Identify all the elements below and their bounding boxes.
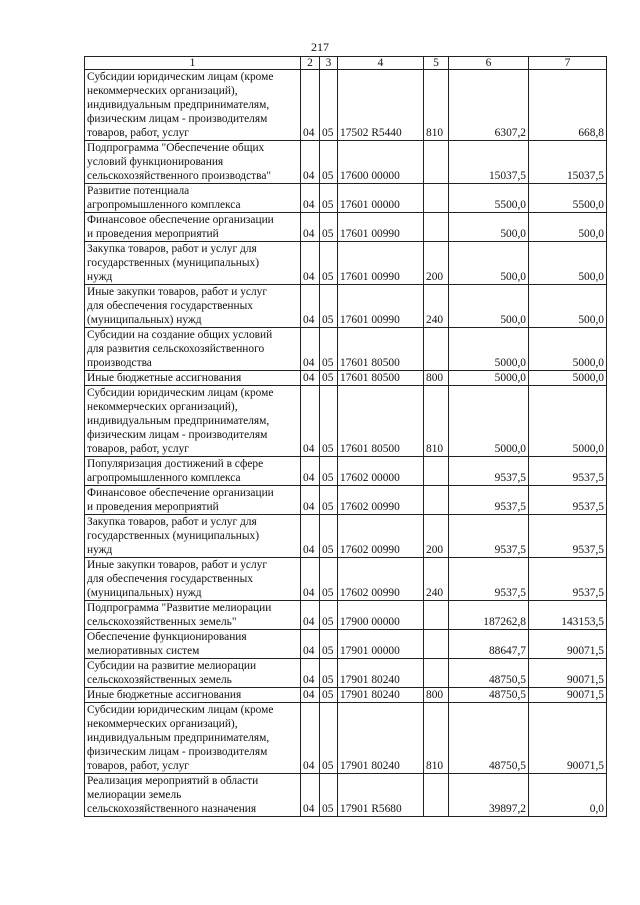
table-header-row — [85, 57, 607, 70]
row-expense-type: 200 — [424, 515, 449, 558]
row-name: Субсидии юридическим лицам (кроме некоммерческих организаций), индивидуальным предпринимателям, физическим лицам - производителям товаров, работ, услуг — [85, 386, 301, 457]
row-target-article: 17600 00000 — [338, 141, 424, 184]
row-expense-type: 200 — [424, 242, 449, 285]
row-amount-col7: 9537,5 — [529, 515, 607, 558]
row-expense-type — [424, 457, 449, 486]
row-expense-type — [424, 774, 449, 817]
row-subsection: 05 — [320, 703, 338, 774]
table-row — [85, 601, 607, 630]
row-subsection: 05 — [320, 688, 338, 703]
row-name: Обеспечение функционирования мелиоративных систем — [85, 630, 301, 659]
row-section: 04 — [301, 515, 320, 558]
row-name: Субсидии на создание общих условий для развития сельскохозяйственного производства — [85, 328, 301, 371]
row-expense-type — [424, 184, 449, 213]
row-target-article: 17602 00990 — [338, 558, 424, 601]
row-target-article: 17901 R5680 — [338, 774, 424, 817]
row-amount-col7: 90071,5 — [529, 688, 607, 703]
row-expense-type: 810 — [424, 386, 449, 457]
row-expense-type — [424, 486, 449, 515]
row-subsection: 05 — [320, 774, 338, 817]
table-row — [85, 285, 607, 328]
row-amount-col6: 500,0 — [449, 285, 529, 328]
table-row — [85, 486, 607, 515]
row-amount-col6: 5500,0 — [449, 184, 529, 213]
table-row — [85, 558, 607, 601]
row-amount-col7: 0,0 — [529, 774, 607, 817]
row-expense-type: 800 — [424, 371, 449, 386]
row-name: Развитие потенциала агропромышленного комплекса — [85, 184, 301, 213]
row-name: Реализация мероприятий в области мелиорации земель сельскохозяйственного назначения — [85, 774, 301, 817]
row-section: 04 — [301, 70, 320, 141]
row-subsection: 05 — [320, 630, 338, 659]
row-amount-col6: 5000,0 — [449, 328, 529, 371]
row-target-article: 17601 80500 — [338, 386, 424, 457]
table-row — [85, 703, 607, 774]
table-row — [85, 70, 607, 141]
row-name: Субсидии на развитие мелиорации сельскохозяйственных земель — [85, 659, 301, 688]
row-amount-col7: 15037,5 — [529, 141, 607, 184]
row-amount-col7: 500,0 — [529, 242, 607, 285]
row-subsection: 05 — [320, 457, 338, 486]
row-amount-col6: 39897,2 — [449, 774, 529, 817]
row-target-article: 17601 00990 — [338, 213, 424, 242]
row-amount-col6: 15037,5 — [449, 141, 529, 184]
row-section: 04 — [301, 242, 320, 285]
row-target-article: 17901 80240 — [338, 688, 424, 703]
row-amount-col6: 6307,2 — [449, 70, 529, 141]
row-section: 04 — [301, 141, 320, 184]
row-amount-col7: 5000,0 — [529, 371, 607, 386]
row-target-article: 17901 80240 — [338, 659, 424, 688]
row-target-article: 17601 80500 — [338, 371, 424, 386]
row-expense-type: 240 — [424, 558, 449, 601]
row-target-article: 17901 80240 — [338, 703, 424, 774]
row-name: Иные бюджетные ассигнования — [85, 371, 301, 386]
row-subsection: 05 — [320, 386, 338, 457]
budget-table — [84, 56, 607, 817]
row-subsection: 05 — [320, 141, 338, 184]
row-section: 04 — [301, 213, 320, 242]
row-target-article: 17601 00990 — [338, 242, 424, 285]
row-expense-type — [424, 659, 449, 688]
row-amount-col6: 48750,5 — [449, 703, 529, 774]
row-name: Субсидии юридическим лицам (кроме некоммерческих организаций), индивидуальным предпринимателям, физическим лицам - производителям товаров, работ, услуг — [85, 70, 301, 141]
row-amount-col7: 5000,0 — [529, 386, 607, 457]
row-name: Финансовое обеспечение организации и проведения мероприятий — [85, 213, 301, 242]
row-target-article: 17502 R5440 — [338, 70, 424, 141]
row-target-article: 17602 00990 — [338, 515, 424, 558]
row-section: 04 — [301, 774, 320, 817]
row-subsection: 05 — [320, 371, 338, 386]
table-row — [85, 242, 607, 285]
row-amount-col7: 90071,5 — [529, 659, 607, 688]
row-target-article: 17602 00000 — [338, 457, 424, 486]
row-name: Закупка товаров, работ и услуг для государственных (муниципальных) нужд — [85, 242, 301, 285]
table-row — [85, 213, 607, 242]
row-amount-col7: 9537,5 — [529, 558, 607, 601]
table-row — [85, 371, 607, 386]
row-name: Иные закупки товаров, работ и услуг для обеспечения государственных (муниципальных) нужд — [85, 285, 301, 328]
column-header: 4 — [338, 57, 424, 70]
row-name: Иные бюджетные ассигнования — [85, 688, 301, 703]
row-amount-col7: 9537,5 — [529, 457, 607, 486]
row-target-article: 17601 00990 — [338, 285, 424, 328]
row-expense-type: 800 — [424, 688, 449, 703]
row-amount-col7: 90071,5 — [529, 703, 607, 774]
row-target-article: 17901 00000 — [338, 630, 424, 659]
table-row — [85, 659, 607, 688]
row-subsection: 05 — [320, 328, 338, 371]
row-amount-col6: 500,0 — [449, 242, 529, 285]
column-header: 6 — [449, 57, 529, 70]
row-subsection: 05 — [320, 70, 338, 141]
row-amount-col6: 9537,5 — [449, 558, 529, 601]
row-subsection: 05 — [320, 213, 338, 242]
row-target-article: 17601 80500 — [338, 328, 424, 371]
row-section: 04 — [301, 184, 320, 213]
table-row — [85, 184, 607, 213]
row-amount-col7: 668,8 — [529, 70, 607, 141]
table-row — [85, 328, 607, 371]
row-name: Подпрограмма "Развитие мелиорации сельскохозяйственных земель" — [85, 601, 301, 630]
column-header: 3 — [320, 57, 338, 70]
table-row — [85, 457, 607, 486]
row-amount-col6: 500,0 — [449, 213, 529, 242]
row-target-article: 17900 00000 — [338, 601, 424, 630]
row-target-article: 17601 00000 — [338, 184, 424, 213]
column-header: 2 — [301, 57, 320, 70]
row-expense-type — [424, 213, 449, 242]
row-name: Подпрограмма "Обеспечение общих условий функционирования сельскохозяйственного производства" — [85, 141, 301, 184]
row-section: 04 — [301, 457, 320, 486]
row-amount-col6: 5000,0 — [449, 386, 529, 457]
row-expense-type: 240 — [424, 285, 449, 328]
row-target-article: 17602 00990 — [338, 486, 424, 515]
row-expense-type — [424, 630, 449, 659]
row-section: 04 — [301, 688, 320, 703]
row-amount-col6: 48750,5 — [449, 688, 529, 703]
row-subsection: 05 — [320, 558, 338, 601]
row-name: Популяризация достижений в сфере агропромышленного комплекса — [85, 457, 301, 486]
row-section: 04 — [301, 328, 320, 371]
row-amount-col6: 9537,5 — [449, 515, 529, 558]
row-amount-col6: 88647,7 — [449, 630, 529, 659]
table-row — [85, 630, 607, 659]
row-section: 04 — [301, 703, 320, 774]
column-header: 7 — [529, 57, 607, 70]
row-amount-col7: 500,0 — [529, 285, 607, 328]
row-section: 04 — [301, 601, 320, 630]
row-amount-col7: 5000,0 — [529, 328, 607, 371]
row-section: 04 — [301, 659, 320, 688]
table-row — [85, 515, 607, 558]
column-header: 1 — [85, 57, 301, 70]
row-section: 04 — [301, 486, 320, 515]
row-subsection: 05 — [320, 285, 338, 328]
row-amount-col7: 5500,0 — [529, 184, 607, 213]
row-section: 04 — [301, 630, 320, 659]
row-amount-col7: 500,0 — [529, 213, 607, 242]
row-section: 04 — [301, 386, 320, 457]
table-row — [85, 141, 607, 184]
row-amount-col6: 48750,5 — [449, 659, 529, 688]
row-expense-type: 810 — [424, 70, 449, 141]
table-row — [85, 386, 607, 457]
row-expense-type — [424, 601, 449, 630]
row-subsection: 05 — [320, 515, 338, 558]
row-amount-col7: 143153,5 — [529, 601, 607, 630]
row-amount-col7: 90071,5 — [529, 630, 607, 659]
row-name: Субсидии юридическим лицам (кроме некоммерческих организаций), индивидуальным предпринимателям, физическим лицам - производителям товаров, работ, услуг — [85, 703, 301, 774]
row-subsection: 05 — [320, 601, 338, 630]
row-expense-type: 810 — [424, 703, 449, 774]
row-amount-col7: 9537,5 — [529, 486, 607, 515]
row-expense-type — [424, 141, 449, 184]
table-row — [85, 774, 607, 817]
row-subsection: 05 — [320, 242, 338, 285]
row-section: 04 — [301, 371, 320, 386]
column-header: 5 — [424, 57, 449, 70]
row-subsection: 05 — [320, 184, 338, 213]
row-section: 04 — [301, 285, 320, 328]
table-row — [85, 688, 607, 703]
row-amount-col6: 9537,5 — [449, 486, 529, 515]
row-name: Финансовое обеспечение организации и проведения мероприятий — [85, 486, 301, 515]
row-subsection: 05 — [320, 659, 338, 688]
row-subsection: 05 — [320, 486, 338, 515]
row-expense-type — [424, 328, 449, 371]
row-amount-col6: 9537,5 — [449, 457, 529, 486]
row-name: Закупка товаров, работ и услуг для государственных (муниципальных) нужд — [85, 515, 301, 558]
page-number: 217 — [311, 40, 329, 54]
row-amount-col6: 187262,8 — [449, 601, 529, 630]
row-section: 04 — [301, 558, 320, 601]
row-amount-col6: 5000,0 — [449, 371, 529, 386]
row-name: Иные закупки товаров, работ и услуг для обеспечения государственных (муниципальных) нужд — [85, 558, 301, 601]
